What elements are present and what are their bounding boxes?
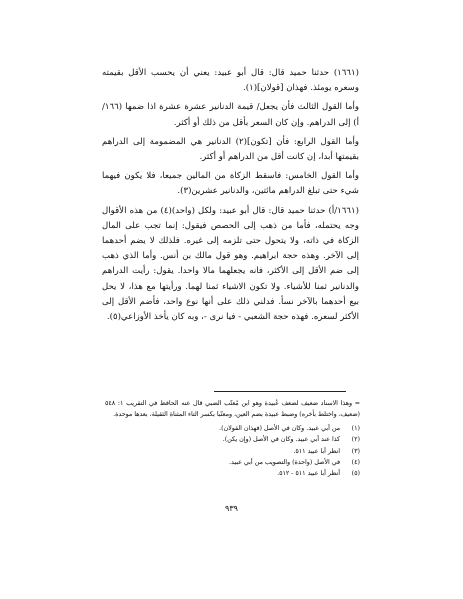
paragraph-1661: (١٦٦١) حدثنا حميد قال: قال أبو عبيد: يعني أن يحسب الأقل بقيمته وسعره يومئذ. فهذان [قولان](١). — [102, 68, 359, 94]
paragraph-fifth-opinion: وأما القول الخامس: فاسقط الزكاة من المالين جميعا، فلا يكون فيهما شيء حتى تبلغ الدراهم مائتين، والدنانير عشرين(٣). — [102, 171, 359, 197]
footnote-text: انظر أبا عبيد ٥١١. — [293, 447, 340, 455]
paragraph-third-opinion: وأما القول الثالث فأن يجعل/ قيمة الدنانير عشرة عشرة اذا ضمها (١٦٦/أ) إلى الدراهم. وإن كان السعر بأقل من ذلك أو أكثر. — [102, 102, 359, 128]
footnote-item — [105, 457, 360, 468]
footnote-number: (١) — [351, 424, 360, 432]
footnote-number: (٤) — [351, 459, 360, 467]
main-text — [102, 66, 359, 329]
footnote-number: (٢) — [351, 436, 360, 444]
footnote-item — [105, 468, 360, 479]
page-number: ٩٣٩ — [225, 504, 238, 513]
paragraph-1661a: (١٦٦١/أ) حدثنا حميد قال: قال أبو عبيد: ولكل (واحد)(٤) من هذه الأقوال وجه يحتمله، فأما من ذهب إلى الحصص فيقول: إنما تجب على المال الزكاة في ذاته، ولا يتحول حتى تلزمه إلى غيره. فلذلك لا يضم أحدهما إلى الآخر. وهذه حجة ابراهيم. وهو قول مالك بن أنس. وأما الذي ذهب إلى ضم الأقل إلى الأكثر، فانه يجعلهما مالا واحدا. يقول: رأيت الدراهم والدنانير ثمنا للأشياء. ولا تكون الاشياء ثمنا لهما. ورأيتها مع هذا، لا يحل بيع أحدهما بالآخر نسأ. فدلني ذلك على أنها نوع واحد، فأضم الأقل إلى الأكثر لسعره. فهذه حجة الشعبي - فيا نرى -، وبه كان يأخذ الأوزاعي(٥). — [102, 205, 359, 323]
footnotes — [105, 398, 360, 480]
footnote-item — [105, 446, 360, 457]
paragraph-fourth-opinion: وأما القول الرابع: فأن [تكون](٢) الدنانير هي المضمومة إلى الدراهم بقيمتها أبدا، إن كانت أقل من الدراهم أو أكثر. — [102, 136, 359, 163]
footnote-item — [105, 423, 360, 434]
footnote-number: (٥) — [351, 470, 360, 478]
footnote-number: (٣) — [351, 447, 360, 455]
footnote-text: كذا عند أبي عبيد. وكان في الأصل (وإن يكن). — [222, 436, 340, 444]
footnote-text: أنظر أبا عبيد ٥١١ - ٥١٢. — [277, 470, 340, 478]
footnote-item — [105, 434, 360, 445]
footnote-text: من أبي عبيد. وكان في الأصل (فهذان القولان). — [219, 424, 340, 432]
footnote-text: في الأصل (واحدة) والتصويب من أبي عبيد. — [229, 459, 340, 467]
footnote-continuation: = وهذا الاسناد ضعيف لضعف عُبيدة وهو ابن مُعتّب الضبي قال عنه الحافظ في التقريب ١: ٥٤٨ (ضعيف، واختلط بأخره) وضبط عبيدة بضم العين، ومعتّبا بكسر التاء المثناة الثقيلة، بعدها موحدة. — [105, 400, 360, 419]
footnote-divider — [214, 391, 346, 392]
